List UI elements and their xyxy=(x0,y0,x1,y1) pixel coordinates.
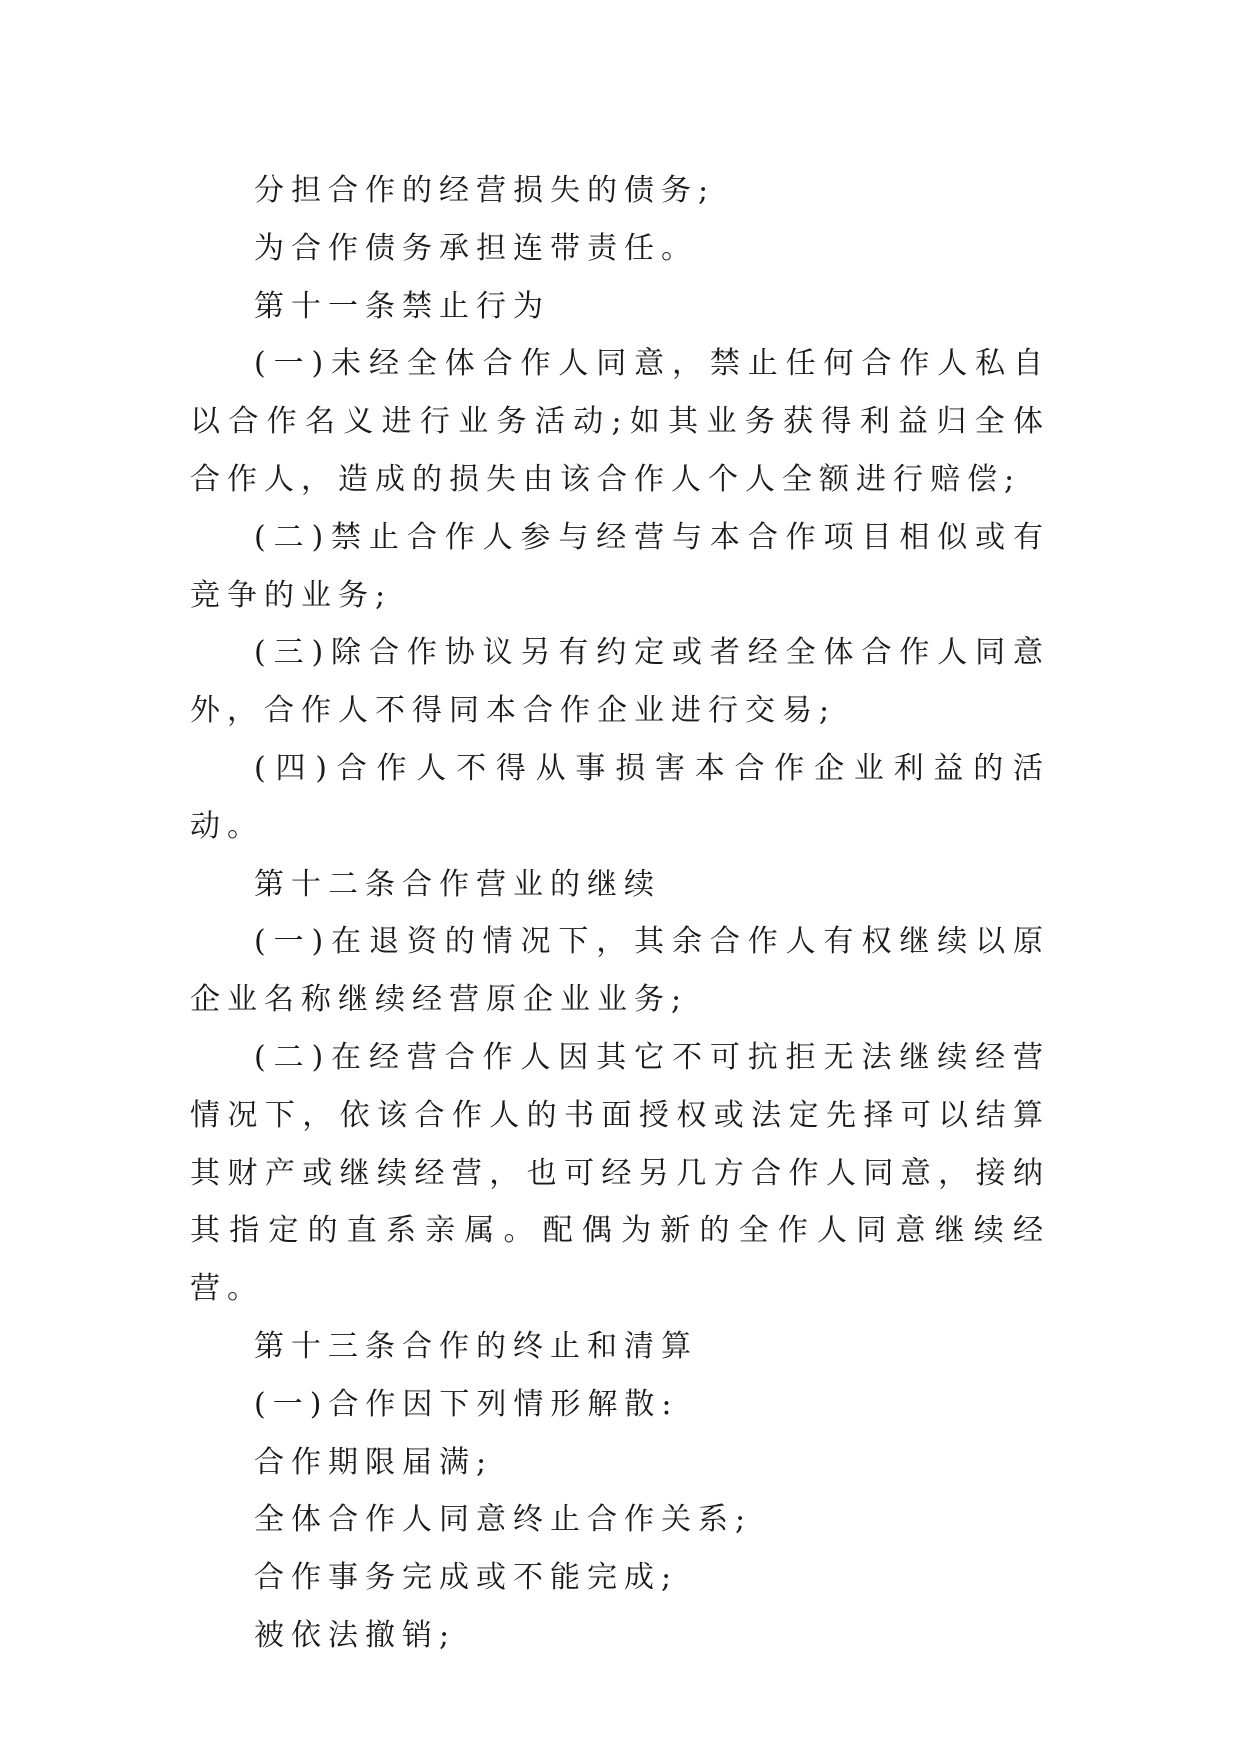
article-11-heading: 第十一条禁止行为 xyxy=(254,288,550,324)
dissolution-term-expired: 合作期限届满; xyxy=(254,1444,494,1480)
dissolution-revoked: 被依法撤销; xyxy=(254,1617,457,1653)
article-12-item-2: (二)在经营合作人因其它不可抗拒无法继续经营情况下，依该合作人的书面授权或法定先择可以结算其财产或继续经营，也可经另几方合作人同意，接纳其指定的直系亲属。配偶为新的全作人同意继续经营。 xyxy=(190,1039,1050,1307)
article-11-item-4: (四)合作人不得从事损害本合作企业利益的活动。 xyxy=(190,750,1050,844)
article-12-heading: 第十二条合作营业的继续 xyxy=(254,866,661,902)
dissolution-affairs-done: 合作事务完成或不能完成; xyxy=(254,1560,679,1596)
article-11-item-3: (三)除合作协议另有约定或者经全体合作人同意外，合作人不得同本合作企业进行交易; xyxy=(190,635,1050,729)
document-body xyxy=(190,162,1050,1665)
article-11-item-2: (二)禁止合作人参与经营与本合作项目相似或有竞争的业务; xyxy=(190,519,1050,613)
article-12-item-1: (一)在退资的情况下，其余合作人有权继续以原企业名称继续经营原企业业务; xyxy=(190,924,1050,1018)
dissolution-all-agree: 全体合作人同意终止合作关系; xyxy=(254,1502,753,1538)
article-11-item-1: (一)未经全体合作人同意，禁止任何合作人私自以合作名义进行业务活动;如其业务获得利益归全体合作人，造成的损失由该合作人个人全额进行赔偿; xyxy=(190,346,1050,497)
paragraph-joint-liability: 为合作债务承担连带责任。 xyxy=(254,230,698,266)
paragraph-share-losses: 分担合作的经营损失的债务; xyxy=(254,173,716,208)
article-13-heading: 第十三条合作的终止和清算 xyxy=(254,1328,698,1364)
article-13-item-1: (一)合作因下列情形解散: xyxy=(254,1386,679,1422)
